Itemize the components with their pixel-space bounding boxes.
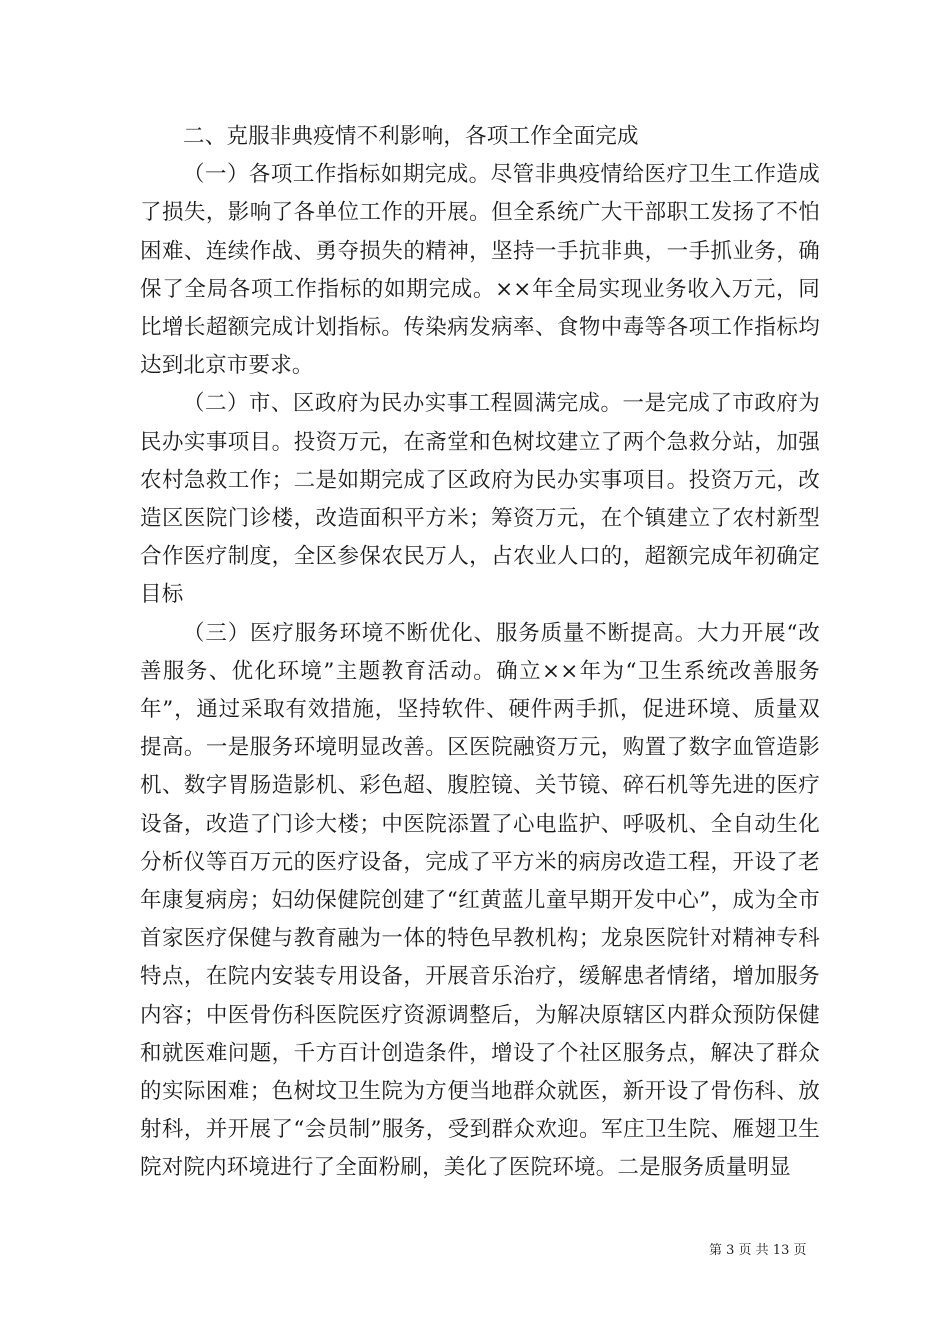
document-body: [140, 118, 820, 1188]
section-heading: 二、克服非典疫情不利影响，各项工作全面完成: [183, 124, 639, 149]
paragraph-indicators: （一）各项工作指标如期完成。尽管非典疫情给医疗卫生工作造成了损失，影响了各单位工作的开展。但全系统广大干部职工发扬了不怕困难、连续作战、勇夺损失的精神，坚持一手抗非典，一手抓业务，确保了全局各项工作指标的如期完成。××年全局实现业务收入万元，同比增长超额完成计划指标。传染病发病率、食物中毒等各项工作指标均达到北京市要求。: [140, 162, 820, 379]
paragraph-public-projects: （二）市、区政府为民办实事工程圆满完成。一是完成了市政府为民办实事项目。投资万元，在斋堂和色树坟建立了两个急救分站，加强农村急救工作；二是如期完成了区政府为民办实事项目。投资万元，改造区医院门诊楼，改造面积平方米；筹资万元，在个镇建立了农村新型合作医疗制度，全区参保农民万人，占农业人口的，超额完成年初确定目标: [140, 391, 820, 608]
paragraph-service-environment: （三）医疗服务环境不断优化、服务质量不断提高。大力开展“改善服务、优化环境”主题教育活动。确立××年为“卫生系统改善服务年”，通过采取有效措施，坚持软件、硬件两手抓，促进环境、质量双提高。一是服务环境明显改善。区医院融资万元，购置了数字血管造影机、数字胃肠造影机、彩色超、腹腔镜、关节镜、碎石机等先进的医疗设备，改造了门诊大楼；中医院添置了心电监护、呼吸机、全自动生化分析仪等百万元的医疗设备，完成了平方米的病房改造工程，开设了老年康复病房；妇幼保健院创建了“红黄蓝儿童早期开发中心”，成为全市首家医疗保健与教育融为一体的特色早教机构；龙泉医院针对精神专科特点，在院内安装专用设备，开展音乐治疗，缓解患者情绪，增加服务内容；中医骨伤科医院医疗资源调整后，为解决原辖区内群众预防保健和就医难问题，千方百计创造条件，增设了个社区服务点，解决了群众的实际困难；色树坟卫生院为方便当地群众就医，新开设了骨伤科、放射科，并开展了“会员制”服务，受到群众欢迎。军庄卫生院、雁翅卫生院对院内环境进行了全面粉刷，美化了医院环境。二是服务质量明显: [140, 620, 820, 1181]
page-number-footer: 第 3 页 共 13 页: [709, 1243, 807, 1258]
